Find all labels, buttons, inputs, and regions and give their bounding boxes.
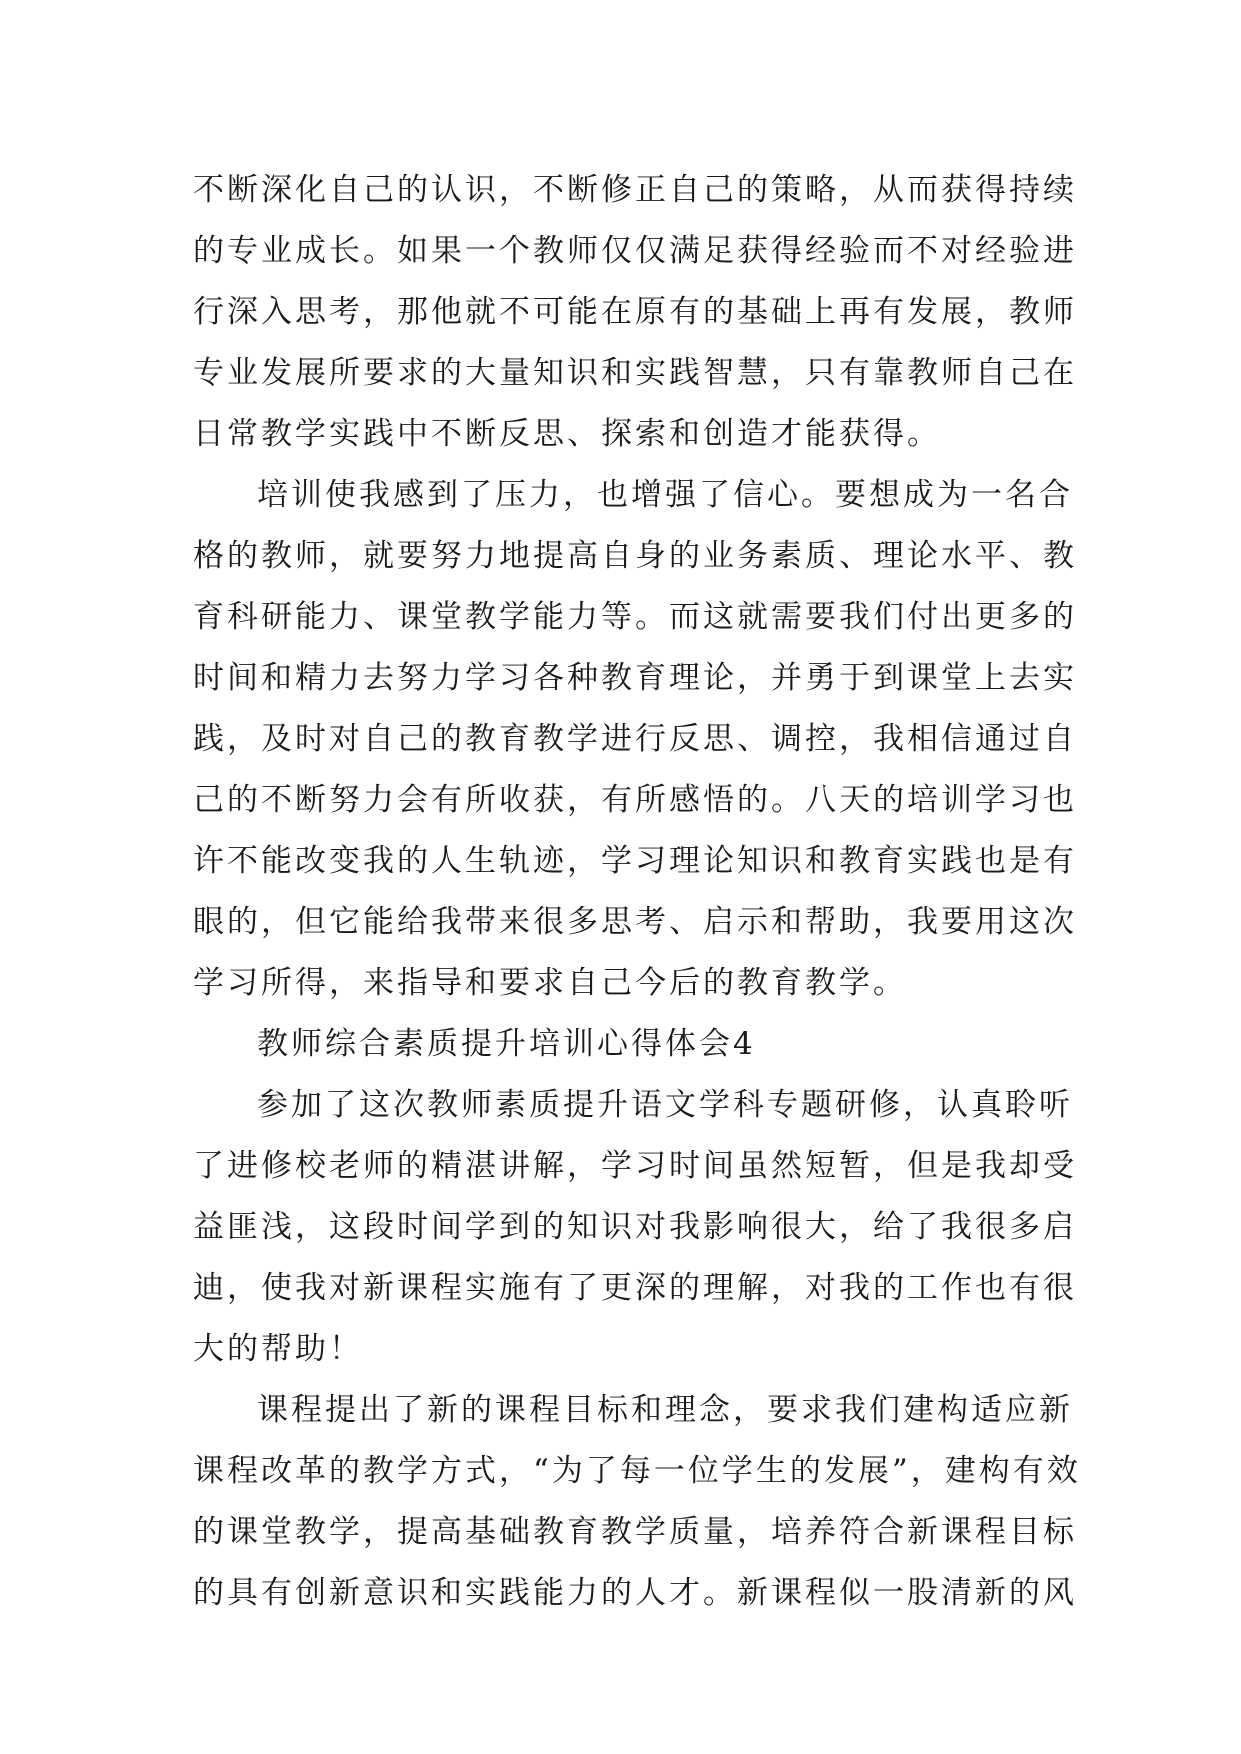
paragraph-continuation	[193, 160, 1077, 465]
text-line: 课程改革的教学方式，“为了每一位学生的发展”，建构有效	[193, 1453, 1081, 1489]
text-line: 专业发展所要求的大量知识和实践智慧，只有靠教师自己在	[193, 355, 1077, 391]
heading-text: 教师综合素质提升培训心得体会4	[257, 1026, 756, 1062]
text-line: 的专业成长。如果一个教师仅仅满足获得经验而不对经验进	[193, 233, 1077, 269]
text-line: 的课堂教学，提高基础教育教学质量，培养符合新课程目标	[193, 1514, 1077, 1550]
text-line: 培训使我感到了压力，也增强了信心。要想成为一名合	[257, 477, 1073, 513]
text-line: 践，及时对自己的教育教学进行反思、调控，我相信通过自	[193, 721, 1077, 757]
text-line: 学习所得，来指导和要求自己今后的教育教学。	[193, 965, 907, 1001]
paragraph-study-benefit	[193, 1075, 1077, 1380]
text-line: 了进修校老师的精湛讲解，学习时间虽然短暂，但是我却受	[193, 1148, 1077, 1184]
paragraph-new-curriculum	[193, 1380, 1081, 1624]
section-heading	[193, 1014, 1057, 1075]
text-line: 眼的，但它能给我带来很多思考、启示和帮助，我要用这次	[193, 904, 1077, 940]
text-line: 课程提出了新的课程目标和理念，要求我们建构适应新	[257, 1392, 1073, 1428]
text-line: 格的教师，就要努力地提高自身的业务素质、理论水平、教	[193, 538, 1077, 574]
text-line: 迪，使我对新课程实施有了更深的理解，对我的工作也有很	[193, 1270, 1077, 1306]
document-body	[193, 160, 1081, 1624]
text-line: 时间和精力去努力学习各种教育理论，并勇于到课堂上去实	[193, 660, 1077, 696]
text-line: 大的帮助！	[193, 1331, 363, 1367]
text-line: 益匪浅，这段时间学到的知识对我影响很大，给了我很多启	[193, 1209, 1077, 1245]
text-line: 日常教学实践中不断反思、探索和创造才能获得。	[193, 416, 941, 452]
paragraph-pressure-confidence	[193, 465, 1077, 1014]
text-line: 育科研能力、课堂教学能力等。而这就需要我们付出更多的	[193, 599, 1077, 635]
text-line: 参加了这次教师素质提升语文学科专题研修，认真聆听	[257, 1087, 1073, 1123]
text-line: 不断深化自己的认识，不断修正自己的策略，从而获得持续	[193, 172, 1077, 208]
text-line: 己的不断努力会有所收获，有所感悟的。八天的培训学习也	[193, 782, 1077, 818]
text-line: 许不能改变我的人生轨迹，学习理论知识和教育实践也是有	[193, 843, 1077, 879]
text-line: 行深入思考，那他就不可能在原有的基础上再有发展，教师	[193, 294, 1077, 330]
text-line: 的具有创新意识和实践能力的人才。新课程似一股清新的风	[193, 1575, 1077, 1611]
